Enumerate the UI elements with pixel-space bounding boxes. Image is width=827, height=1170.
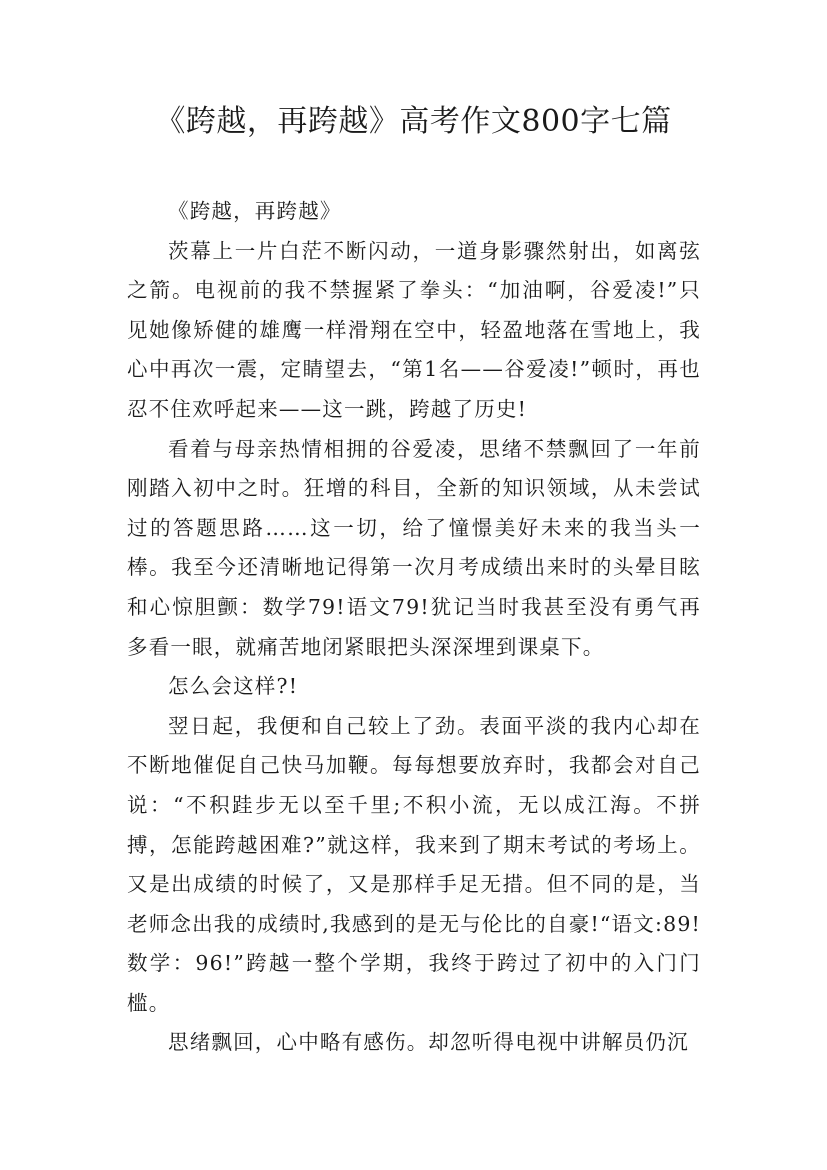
paragraph: 思绪飘回，心中略有感伤。却忽听得电视中讲解员仍沉 [168, 1030, 689, 1055]
paragraph: 茨幕上一片白茫不断闪动，一道身影骤然射出，如离弦之箭。电视前的我不禁握紧了拳头：“加油啊，谷爱凌!”只见她像矫健的雄鹰一样滑翔在空中，轻盈地落在雪地上，我心中再次一震，定睛望去，“第1名——谷爱凌!”顿时，再也忍不住欢呼起来——这一跳，跨越了历史! [127, 238, 701, 421]
paragraph: 看着与母亲热情相拥的谷爱凌，思绪不禁飘回了一年前刚踏入初中之时。狂增的科目，全新的知识领域，从未尝试过的答题思路……这一切，给了憧憬美好未来的我当头一棒。我至今还清晰地记得第一次月考成绩出来时的头晕目眩和心惊胆颤：数学79!语文79!犹记当时我甚至没有勇气再多看一眼，就痛苦地闭紧眼把头深深埋到课桌下。 [127, 436, 701, 659]
paragraph: 怎么会这样?! [168, 674, 299, 699]
paragraph: 翌日起，我便和自己较上了劲。表面平淡的我内心却在不断地催促自己快马加鞭。每每想要放弃时，我都会对自己说：“不积跬步无以至千里;不积小流，无以成江海。不拼搏，怎能跨越困难?”就这样，我来到了期末考试的考场上。又是出成绩的时候了，又是那样手足无措。但不同的是，当老师念出我的成绩时,我感到的是无与伦比的自豪!“语文:89!数学：96!”跨越一整个学期，我终于跨过了初中的入门门槛。 [127, 713, 701, 1015]
document-body [127, 192, 701, 1063]
essay-subtitle: 《跨越，再跨越》 [168, 199, 342, 223]
document-title: 《跨越，再跨越》高考作文800字七篇 [155, 104, 672, 139]
